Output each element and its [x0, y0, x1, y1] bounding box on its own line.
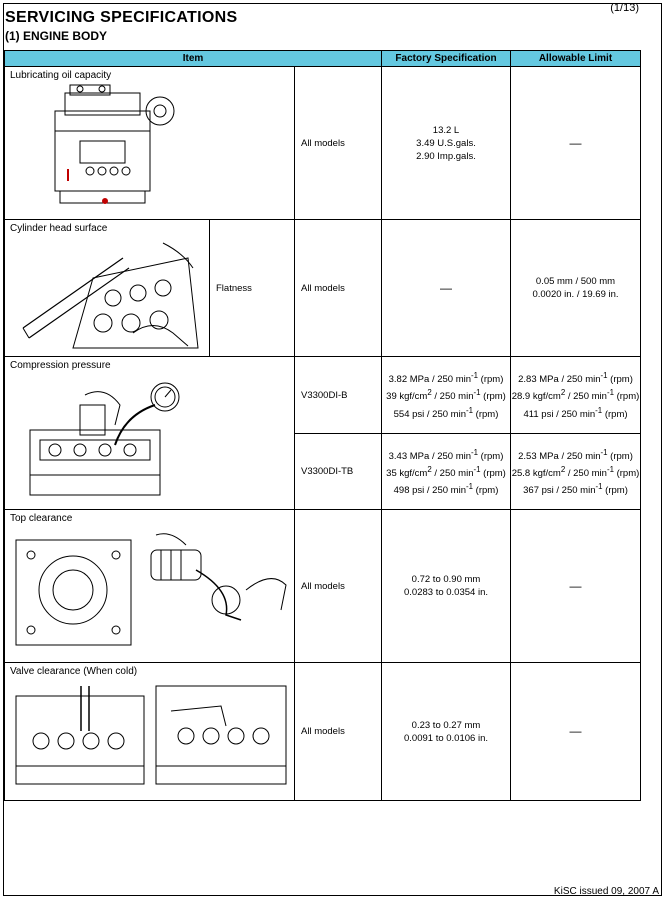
- item-label: Valve clearance (When cold): [10, 666, 138, 677]
- page-number: (1/13): [610, 2, 639, 14]
- item-label: Compression pressure: [10, 360, 111, 371]
- header-factory-spec: Factory Specification: [382, 51, 511, 67]
- page-title: SERVICING SPECIFICATIONS: [5, 9, 238, 26]
- factory-spec-cell: —: [382, 220, 511, 357]
- drain-plug-marker: [102, 198, 108, 204]
- header-row: [5, 51, 641, 67]
- model-cell: All models: [295, 510, 382, 663]
- allowable-limit-cell: —: [511, 67, 641, 220]
- allowable-limit-cell: 2.53 MPa / 250 $\min^{-1} (rpm)$ 25.8 kgf/$cm^2 / 250$ $\min^{-1} (rpm)$ 367 psi / 250 $\min^{-1} (rpm)$: [511, 434, 641, 510]
- factory-spec-cell: 3.43 MPa / 250 $\min^{-1} (rpm)$ 35 kgf/$cm^2 / 250$ $\min^{-1} (rpm)$ 498 psi / 250 $\min^{-1} (rpm)$: [382, 434, 511, 510]
- header-item: Item: [5, 51, 382, 67]
- item-label: Lubricating oil capacity: [10, 70, 112, 81]
- table-row: [5, 357, 641, 434]
- allowable-limit-cell: 0.05 mm / 500 mm 0.0020 in. / 19.69 in.: [511, 220, 641, 357]
- factory-spec-cell: 3.82 MPa / 250 $\min^{-1} (rpm)$ 39 kgf/$cm^2 / 250$ $\min^{-1} (rpm)$ 554 psi / 250 $\min^{-1} (rpm)$: [382, 357, 511, 434]
- item-cell: [5, 357, 295, 510]
- item-label: Top clearance: [10, 513, 73, 524]
- item-label: Cylinder head surface: [10, 223, 108, 234]
- table-row: [5, 663, 641, 801]
- table-row: [5, 67, 641, 220]
- engine-illustration: [40, 81, 190, 206]
- allowable-limit-cell: —: [511, 510, 641, 663]
- flatness-label: Flatness: [210, 220, 295, 357]
- section-subtitle: (1) ENGINE BODY: [5, 29, 108, 43]
- header-allowable-limit: Allowable Limit: [511, 51, 641, 67]
- item-cell: [5, 663, 295, 801]
- item-cell: [5, 67, 295, 220]
- top-clearance-illustration: [11, 530, 291, 650]
- table-row: [5, 510, 641, 663]
- item-cell: [5, 220, 210, 357]
- factory-spec-cell: 13.2 L 3.49 U.S.gals. 2.90 Imp.gals.: [382, 67, 511, 220]
- model-cell: All models: [295, 663, 382, 801]
- allowable-limit-cell: —: [511, 663, 641, 801]
- table-row: [5, 220, 641, 357]
- factory-spec-cell: 0.72 to 0.90 mm 0.0283 to 0.0354 in.: [382, 510, 511, 663]
- item-cell: [5, 510, 295, 663]
- model-cell: All models: [295, 220, 382, 357]
- cylinder-head-illustration: [13, 238, 203, 350]
- model-cell: All models: [295, 67, 382, 220]
- model-cell: V3300DI-TB: [295, 434, 382, 510]
- factory-spec-cell: 0.23 to 0.27 mm 0.0091 to 0.0106 in.: [382, 663, 511, 801]
- valve-clearance-illustration: [11, 681, 291, 789]
- model-cell: V3300DI-B: [295, 357, 382, 434]
- spec-table: [4, 50, 641, 801]
- allowable-limit-cell: 2.83 MPa / 250 $\min^{-1} (rpm)$ 28.9 kgf/$cm^2 / 250$ $\min^{-1} (rpm)$ 411 psi / 250 $\min^{-1} (rpm)$: [511, 357, 641, 434]
- footer-issue: KiSC issued 09, 2007 A: [553, 886, 659, 897]
- compression-gauge-illustration: [25, 375, 205, 503]
